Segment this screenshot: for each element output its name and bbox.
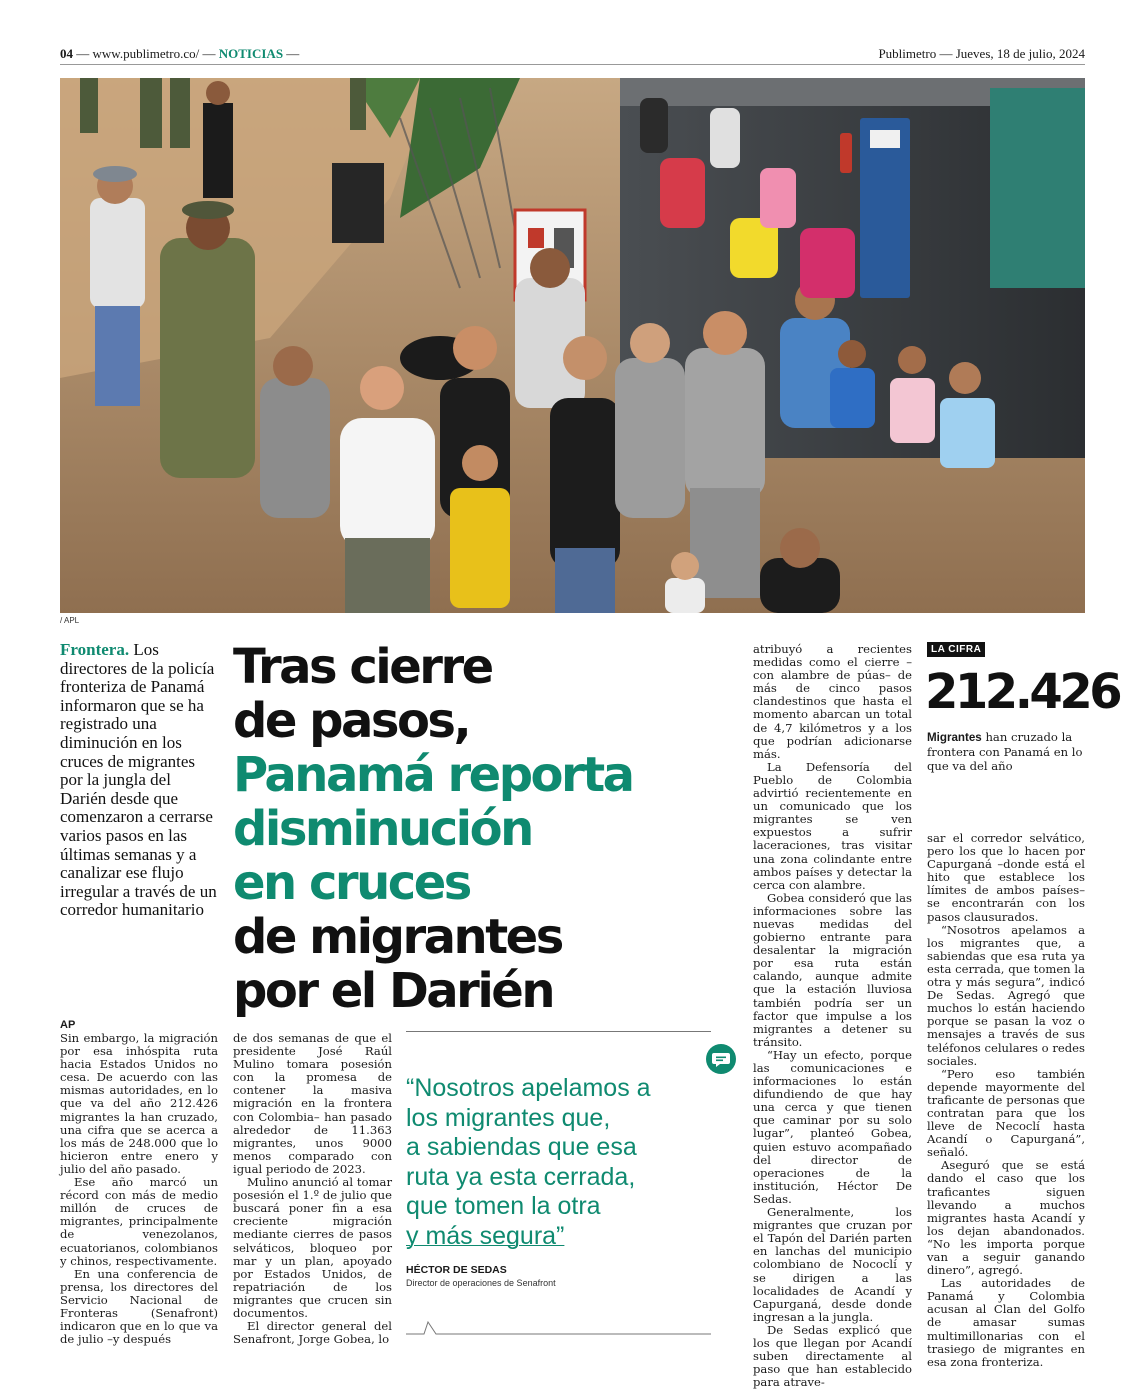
paragraph: Sin embargo, la migración por esa inhóspita ruta hacia Estados Unidos no cesa. De acuerdo con las mismas autoridades, en lo que va del año 212.426 migrantes la han cruzado, una cifra que se acerca a los más de 248.000 que lo hicieron entre enero y julio del año pasado. — [60, 1031, 218, 1176]
paragraph: atribuyó a recientes medidas como el cierre –con alambre de púas– de más de cinco pasos clandestinos que hasta el momento abarcan un total de 4,7 kilómetros y a los que podrían adicionarse más. — [753, 642, 912, 761]
headline-line-3: Panamá reporta — [233, 747, 633, 803]
article-column-4 — [927, 832, 1085, 1369]
quote-author: HÉCTOR DE SEDAS — [406, 1264, 507, 1276]
paragraph: sar el corredor selvático, pero los que lo hacen por Capurganá –donde está el hito que establece los límites de ambos países– se encontrarán con los pasos clausurados. — [927, 831, 1085, 924]
paragraph: Generalmente, los migrantes que cruzan por el Tapón del Darién parten en lanchas del municipio colombiano de Nococlí y se dirigen a las localidades de Acandí y Capurganá, desde donde ingresan a la jungla. — [753, 1205, 912, 1324]
header-rule — [60, 64, 1085, 65]
paragraph: La Defensoría del Pueblo de Colombia advirtió recientemente en un comunicado que los migrantes se ven expuestos a sufrir laceraciones, tras visitar una zona colindante entre ambos países y detectar la cerca con alambre. — [753, 759, 912, 892]
quote-author-role: Director de operaciones de Senafront — [406, 1278, 556, 1288]
page-header — [60, 46, 1085, 64]
header-dash: — — [283, 46, 300, 61]
paragraph: “Pero eso también depende mayormente del traficante de personas que contratan para que los lleve de Necoclí hasta Acandí o Capurganá”, señaló. — [927, 1066, 1085, 1160]
la-cifra-text: han cruzado la frontera con Panamá en lo que va del año — [927, 730, 1083, 773]
header-website: — www.publimetro.co/ — — [73, 46, 219, 61]
paragraph: Gobea consideró que las informaciones sobre las nuevas medidas del gobierno entrante para desalentar la migración por esa ruta están calando, aunque admite que la estación lluviosa también podría ser un factor que impulse a los migrantes a detener su tránsito. — [753, 890, 912, 1049]
quote-line-6: y más segura” — [406, 1221, 565, 1250]
paragraph: En una conferencia de prensa, los directores del Servicio Nacional de Fronteras (Senafront) indicaron que en lo que va de julio –y después — [60, 1266, 218, 1347]
lead-kicker: Frontera. — [60, 640, 130, 659]
byline: AP — [60, 1019, 76, 1031]
lead-paragraph — [60, 641, 220, 920]
speech-bubble-icon — [706, 1044, 736, 1074]
headline-line-6: de migrantes — [233, 909, 562, 965]
headline — [233, 640, 713, 1018]
paragraph: “Nosotros apelamos a los migrantes que, a sabiendas que esa ruta ya esta cerrada, que tomen la otra y más segura”, indicó De Sedas. Agregó que muchos lo están haciendo porque se pasan la voz o mensajes a través de sus teléfonos celulares o redes sociales. — [927, 922, 1085, 1068]
paragraph: “Hay un efecto, porque las comunicaciones e informaciones lo están difundiendo de que hay una cerca y que tienen que caminar por su solo lugar”, planteó Gobea, quien estuvo acompañado del director de operaciones de la institución, Héctor De Sedas. — [753, 1047, 912, 1206]
news-photo — [60, 78, 1085, 613]
quote-line-1: “Nosotros apelamos a — [406, 1074, 651, 1102]
section-label: NOTICIAS — [218, 46, 284, 61]
paragraph: Mulino anunció al tomar posesión el 1.º de julio que buscará poner fin a esa creciente migración mediante cierres de pasos selváticos, bloqueo por mar y un plan, apoyado por Estados Unidos, de repatriación de los migrantes que crucen sin documentos. — [233, 1175, 392, 1320]
quote-line-5: que tomen la otra — [406, 1192, 601, 1220]
paragraph: Ese año marcó un récord con más de medio millón de cruces de migrantes, principalmente de venezolanos, ecuatorianos, colombianos y chinos, respectivamente. — [60, 1175, 218, 1268]
la-cifra-number: 212.426 — [925, 664, 1120, 720]
article-column-3 — [753, 643, 912, 1389]
headline-line-2: de pasos, — [233, 693, 470, 749]
pull-quote — [406, 1074, 706, 1251]
paragraph: El director general del Senafront, Jorge Gobea, lo — [233, 1319, 392, 1347]
migrants-queue-illustration — [60, 78, 1085, 613]
la-cifra-caption — [927, 730, 1085, 773]
headline-line-5: en cruces — [233, 855, 470, 911]
quote-line-3: a sabiendas que esa — [406, 1133, 637, 1161]
quote-line-4: ruta ya esta cerrada, — [406, 1162, 636, 1191]
quote-line-2: los migrantes que, — [406, 1103, 611, 1132]
article-column-1 — [60, 1032, 218, 1346]
headline-line-1: Tras cierre — [233, 639, 492, 695]
header-date: Publimetro — Jueves, 18 de julio, 2024 — [878, 46, 1085, 61]
quote-top-rule — [406, 1031, 711, 1032]
page-number: 04 — [60, 46, 73, 61]
paragraph: de dos semanas de que el presidente José Raúl Mulino tomara posesión con la promesa de contener la masiva migración en la frontera con Colombia– han pasado alrededor de 11.363 migrantes, unos 9000 menos comparado con igual periodo de 2023. — [233, 1031, 392, 1176]
paragraph: Las autoridades de Panamá y Colombia acusan al Clan del Golfo de amasar sumas multimillonarias con el trasiego de migrantes en esa zona fronteriza. — [927, 1276, 1085, 1369]
lead-text: Los directores de la policía fronteriza de Panamá informaron que se ha registrado una diminución en los cruces de migrantes por la jungla del Darién desde que comenzaron a cerrarse varios pasos en las últimas semanas y a canalizar ese flujo irregular a través de un corredor humanitario — [60, 640, 217, 920]
photo-credit: / APL — [60, 616, 80, 625]
headline-line-7: por el Darién — [233, 963, 554, 1019]
la-cifra-bold: Migrantes — [927, 731, 982, 744]
paragraph: Aseguró que se está dando el caso que los traficantes siguen llevando a muchos migrantes hasta Acandí y los dejan abandonados. “No les importa porque van a seguir ganando dinero”, agregó. — [927, 1158, 1085, 1278]
header-left — [60, 46, 299, 62]
headline-line-4: disminución — [233, 801, 532, 857]
la-cifra-tag: LA CIFRA — [927, 642, 985, 657]
article-column-2 — [233, 1032, 392, 1346]
paragraph: De Sedas explicó que los que llegan por Acandí suben directamente al paso que han establecido para atrave- — [753, 1322, 912, 1389]
quote-bottom-rule — [406, 1318, 711, 1336]
